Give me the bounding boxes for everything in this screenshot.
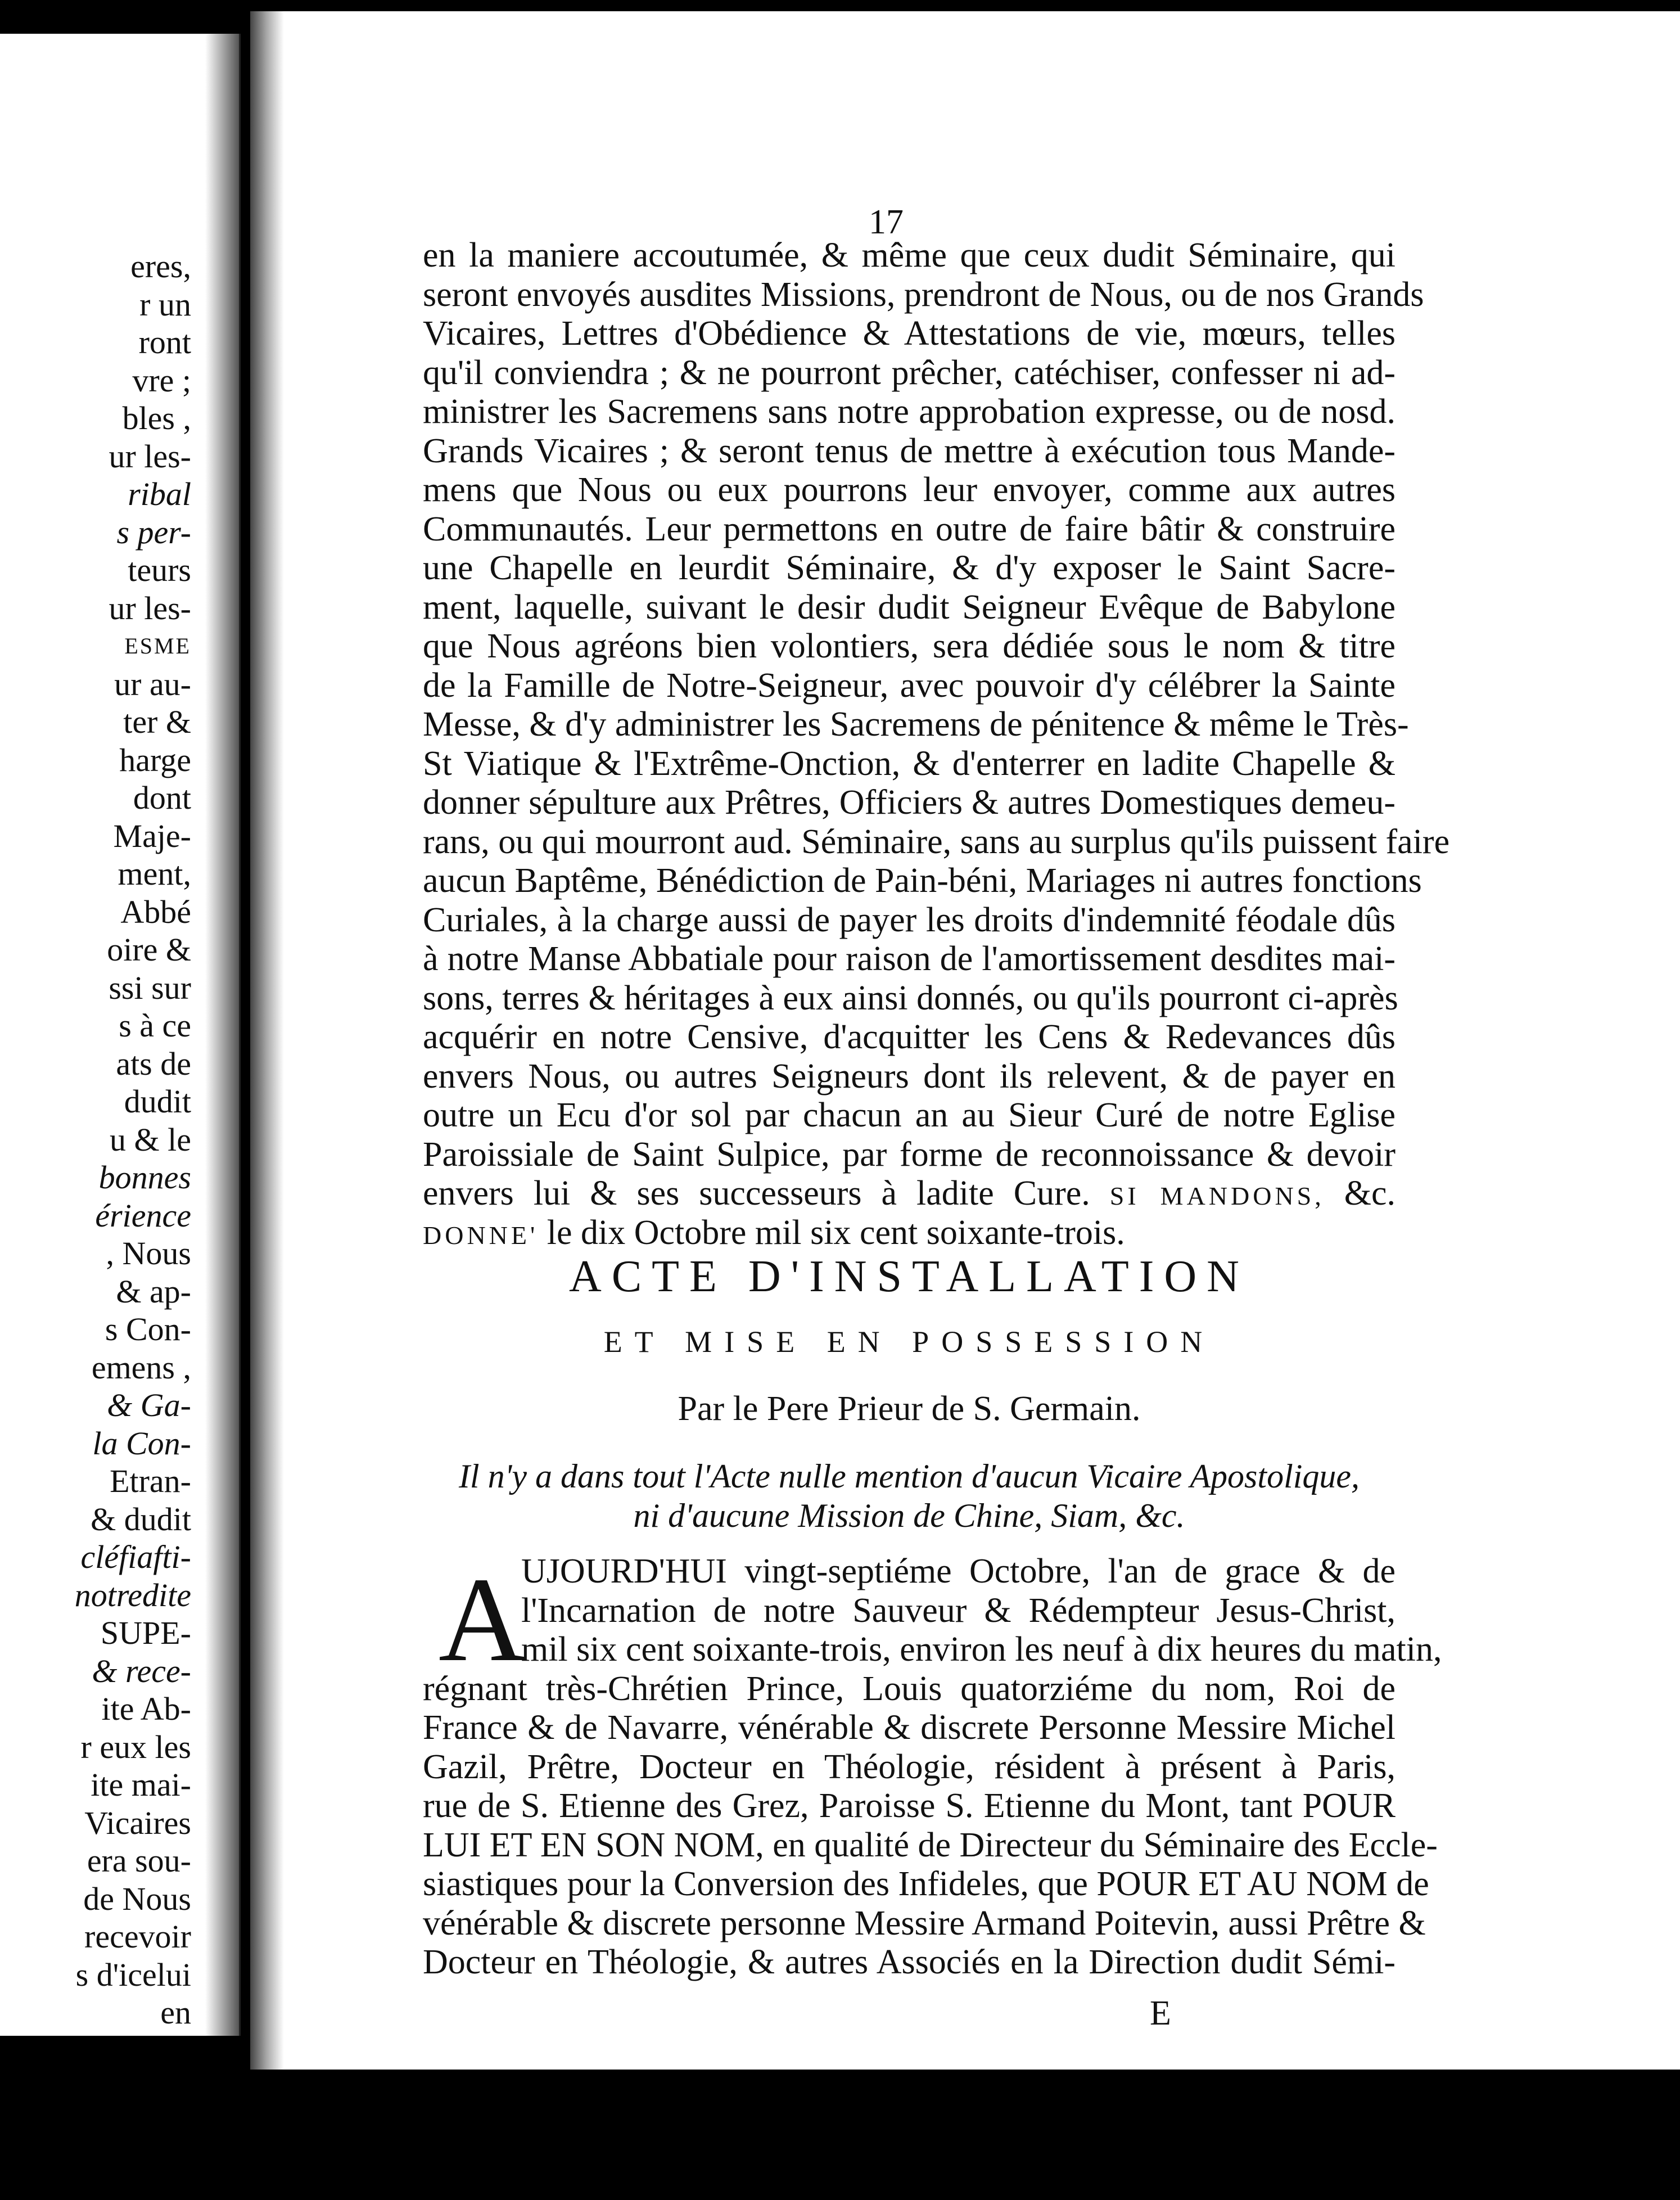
act-line: LUI ET EN SON NOM, en qualité de Directeur du Séminaire des Eccle-	[423, 1825, 1438, 1864]
left-page-line: ur au-	[114, 665, 191, 702]
left-page-line: la Con-	[92, 1424, 191, 1462]
act-line: Gazil, Prêtre, Docteur en Théologie, résident à présent à Paris,	[423, 1747, 1396, 1786]
decree-line: acquérir en notre Censive, d'acquitter les Cens & Redevances dûs	[423, 1018, 1396, 1056]
section-subheading: ET MISE EN POSSESSION	[603, 1325, 1215, 1359]
left-page-line: s per-	[116, 513, 191, 551]
decree-line: en la maniere accoutumée, & même que ceux dudit Séminaire, qui	[423, 236, 1396, 274]
left-page-line: SUPE-	[100, 1615, 191, 1651]
act-body-text	[423, 1552, 1442, 1982]
left-page-line: dont	[133, 779, 191, 816]
left-page-line: de Nous	[83, 1880, 191, 1917]
etc: &c.	[1344, 1174, 1396, 1212]
left-page-line: ite mai-	[91, 1766, 191, 1803]
drop-cap: A	[439, 1552, 526, 1687]
left-page-line: ment,	[118, 855, 191, 892]
decree-line: Grands Vicaires ; & seront tenus de mettre à exécution tous Mande-	[423, 431, 1396, 470]
left-page-line: s Con-	[105, 1311, 191, 1347]
decree-line: Vicaires, Lettres d'Obédience & Attestations de vie, mœurs, telles	[423, 314, 1396, 353]
left-page-line: ront	[138, 324, 191, 360]
decree-line: St Viatique & l'Extrême-Onction, & d'enterrer en ladite Chapelle &	[423, 744, 1396, 783]
left-page-line: emens ,	[91, 1349, 191, 1386]
decree-line: que Nous agréons bien volontiers, sera dédiée sous le nom & titre	[423, 627, 1396, 665]
left-page-line: teurs	[128, 552, 191, 588]
act-line: l'Incarnation de notre Sauveur & Rédempteur Jesus-Christ,	[521, 1591, 1396, 1630]
left-page-line: ESME	[124, 633, 191, 659]
left-page-line: ite Ab-	[101, 1690, 191, 1727]
note-line: ni d'aucune Mission de Chine, Siam, &c.	[633, 1497, 1185, 1534]
left-page-gutter-shadow	[205, 34, 239, 2036]
decree-line: sons, terres & héritages à eux ainsi donnés, ou qu'ils pourront ci-après	[423, 979, 1398, 1017]
left-page-line: r un	[139, 286, 191, 323]
decree-line: ministrer les Sacremens sans notre approbation expresse, ou de nosd.	[423, 393, 1396, 431]
donne: DONNE'	[423, 1220, 539, 1250]
left-page-line: eres,	[130, 248, 191, 285]
si-mandons: SI MANDONS,	[1109, 1182, 1325, 1210]
italic-note	[423, 1457, 1396, 1535]
left-page-line: ssi sur	[109, 969, 191, 1006]
decree-body-text	[423, 236, 1450, 1252]
left-page-line: harge	[119, 741, 191, 778]
decree-line: Messe, & d'y administrer les Sacremens de pénitence & même le Très-	[423, 705, 1409, 743]
decree-line: outre un Ecu d'or sol par chacun an au Sieur Curé de notre Eglise	[423, 1096, 1396, 1134]
act-line: France & de Navarre, vénérable & discrete Personne Messire Michel	[423, 1708, 1396, 1747]
left-page	[0, 34, 241, 2036]
left-page-line: era sou-	[87, 1842, 191, 1879]
left-page-line: ribal	[128, 476, 191, 512]
decree-line: rans, ou qui mourront aud. Séminaire, sans au surplus qu'ils puissent faire	[423, 822, 1450, 861]
left-page-line: oire &	[107, 931, 191, 968]
act-line: mil six cent soixante-trois, environ les neuf à dix heures du matin,	[521, 1630, 1442, 1669]
decree-line: ment, laquelle, suivant le desir dudit Seigneur Evêque de Babylone	[423, 588, 1396, 626]
left-page-line: bles ,	[122, 400, 191, 436]
decree-line-25	[423, 1174, 1396, 1214]
left-page-line: ur les-	[109, 438, 191, 475]
left-page-line: s d'icelui	[75, 1956, 191, 1993]
decree-line: Curiales, à la charge aussi de payer les droits d'indemnité féodale dûs	[423, 900, 1396, 939]
section-byline: Par le Pere Prieur de S. Germain.	[678, 1390, 1141, 1428]
decree-line: envers Nous, ou autres Seigneurs dont ils relevent, & de payer en	[423, 1057, 1396, 1096]
section-heading: ACTE D'INSTALLATION	[569, 1252, 1249, 1301]
left-page-line: cléfiafti-	[80, 1539, 191, 1575]
left-page-line: u & le	[110, 1121, 191, 1158]
left-page-line: ter &	[123, 704, 191, 740]
note-line: Il n'y a dans tout l'Acte nulle mention d'aucun Vicaire Apostolique,	[458, 1458, 1360, 1495]
decree-line: donner sépulture aux Prêtres, Officiers & autres Domestiques demeu-	[423, 783, 1396, 822]
left-page-line: r eux les	[80, 1728, 191, 1765]
decree-line: à notre Manse Abbatiale pour raison de l'amortissement desdites mai-	[423, 940, 1396, 978]
left-page-line: ur les-	[109, 589, 191, 626]
decree-date: le dix Octobre mil six cent soixante-trois.	[547, 1213, 1125, 1252]
act-line: régnant très-Chrétien Prince, Louis quatorziéme du nom, Roi de	[423, 1669, 1396, 1708]
left-page-line: bonnes	[98, 1159, 191, 1196]
decree-line: Communautés. Leur permettons en outre de faire bâtir & construire	[423, 510, 1396, 548]
left-page-line: Abbé	[120, 893, 191, 930]
left-page-line: ats de	[116, 1045, 191, 1082]
page-number: 17	[869, 203, 904, 241]
decree-line-26	[423, 1214, 1396, 1253]
left-page-line: vre ;	[132, 362, 191, 399]
left-page-line: Etran-	[110, 1463, 191, 1499]
left-page-line: en	[160, 1994, 191, 2031]
left-page-line: Vicaires	[84, 1804, 191, 1841]
left-page-line: Maje-	[113, 817, 191, 854]
decree-line: Paroissiale de Saint Sulpice, par forme de reconnoissance & devoir	[423, 1135, 1396, 1174]
left-page-line: dudit	[124, 1083, 191, 1120]
decree-line: de la Famille de Notre-Seigneur, avec pouvoir d'y célébrer la Sainte	[423, 666, 1396, 705]
act-line: rue de S. Etienne des Grez, Paroisse S. Etienne du Mont, tant POUR	[423, 1787, 1396, 1825]
left-page-line: , Nous	[106, 1235, 191, 1272]
decree-line: aucun Baptême, Bénédiction de Pain-béni, Mariages ni autres fonctions	[423, 862, 1422, 900]
act-line: vénérable & discrete personne Messire Armand Poitevin, aussi Prêtre &	[423, 1904, 1426, 1942]
decree-line: qu'il conviendra ; & ne pourront prêcher, catéchiser, confesser ni ad-	[423, 353, 1396, 392]
left-page-line: & dudit	[91, 1500, 191, 1538]
decree-line: une Chapelle en leurdit Séminaire, & d'y exposer le Saint Sacre-	[423, 549, 1396, 587]
left-page-text-column	[75, 247, 191, 2032]
left-page-line: & ap-	[116, 1273, 191, 1310]
left-page-line: notredite	[74, 1576, 191, 1613]
act-line: Docteur en Théologie, & autres Associés en la Direction dudit Sémi-	[423, 1943, 1396, 1981]
right-page-gutter-shadow	[250, 11, 284, 2070]
act-line: siastiques pour la Conversion des Infideles, que POUR ET AU NOM de	[423, 1865, 1429, 1903]
left-page-line: s à ce	[119, 1007, 191, 1044]
signature-mark: E	[1150, 1994, 1171, 2032]
left-page-line: érience	[95, 1197, 191, 1234]
decree-line: seront envoyés ausdites Missions, prendront de Nous, ou de nos Grands	[423, 275, 1424, 314]
left-page-line: & rece-	[92, 1652, 191, 1689]
left-page-line: & Ga-	[107, 1387, 191, 1423]
decree-lines	[423, 236, 1450, 1174]
act-line: UJOURD'HUI vingt-septiéme Octobre, l'an de grace & de	[521, 1552, 1396, 1590]
decree-line-25-text: envers lui & ses successeurs à ladite Cure.	[423, 1174, 1090, 1212]
decree-line: mens que Nous ou eux pourrons leur envoyer, comme aux autres	[423, 471, 1396, 509]
left-page-line: recevoir	[84, 1918, 191, 1955]
